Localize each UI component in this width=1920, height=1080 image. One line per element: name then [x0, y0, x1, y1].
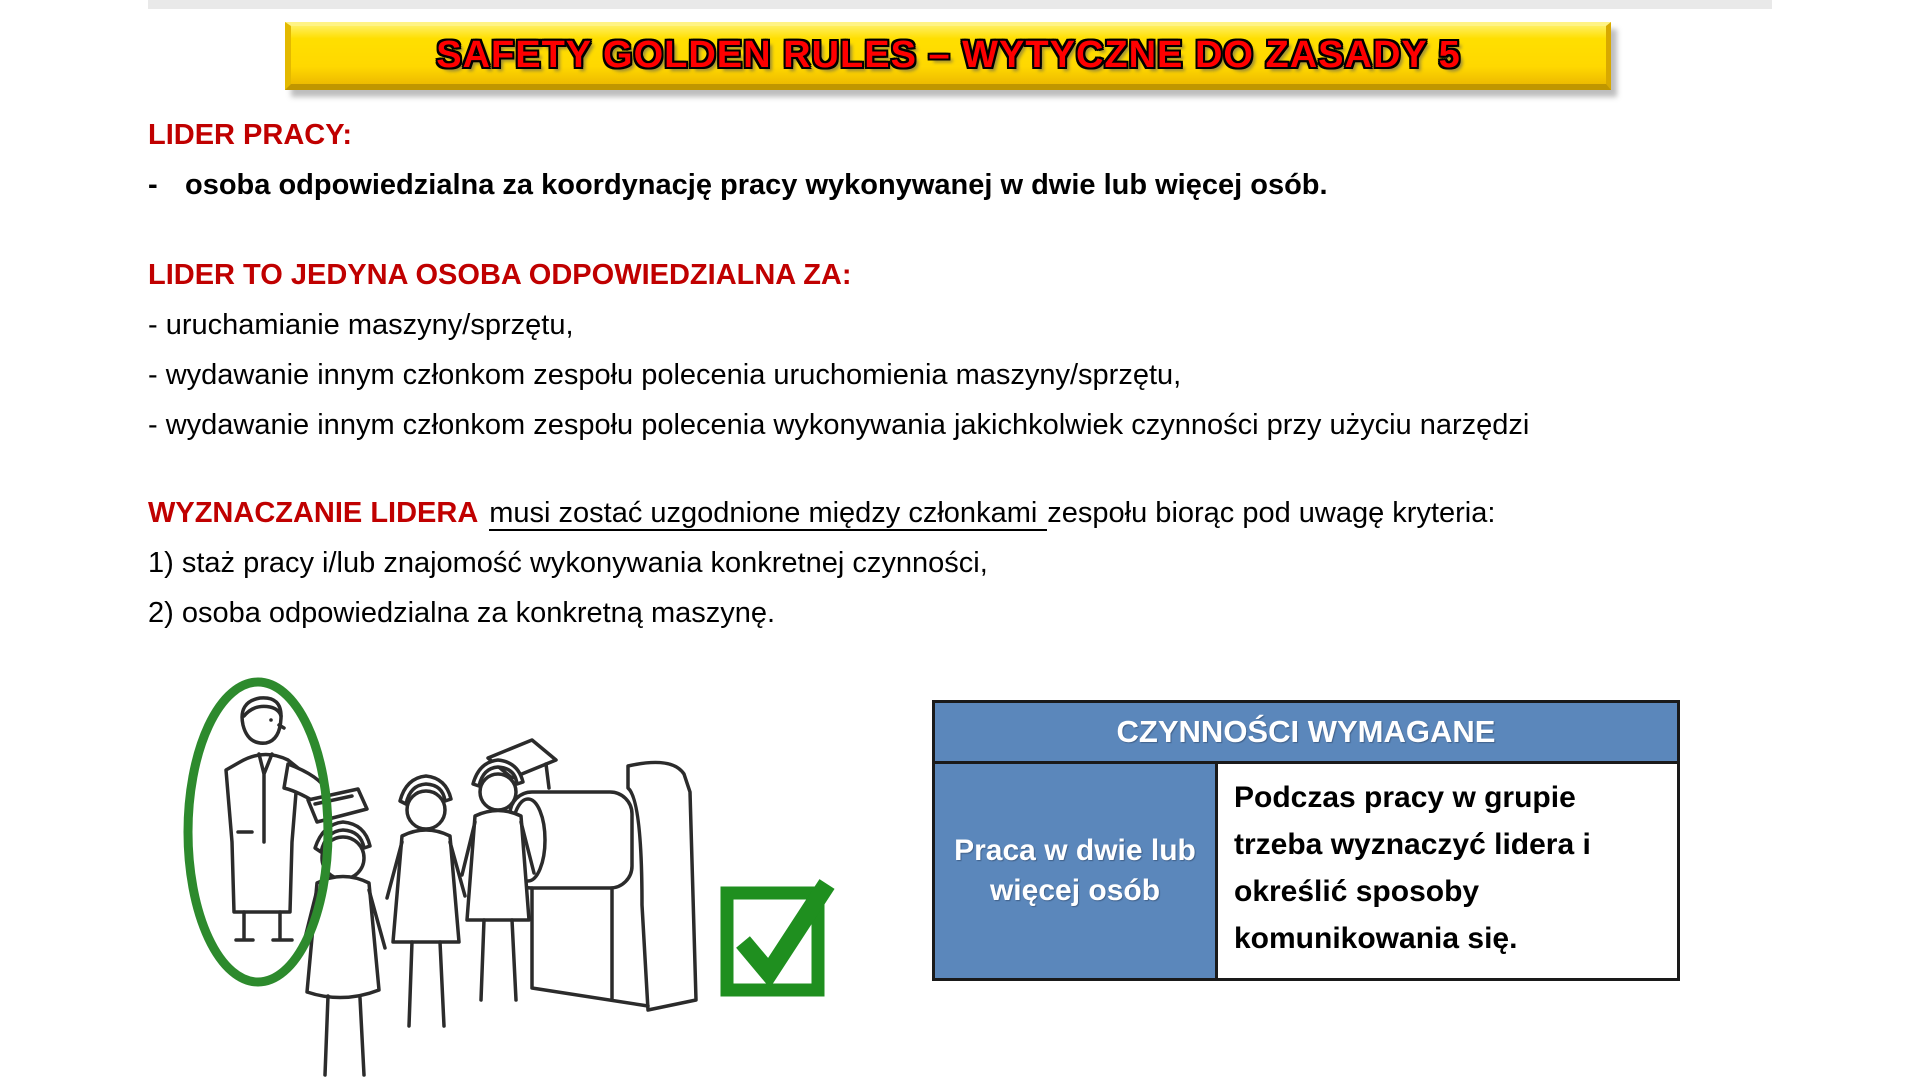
responsibility-item: - wydawanie innym członkom zespołu polecenia wykonywania jakichkolwiek czynności przy użyciu narzędzi	[148, 409, 1530, 441]
team-leader-illustration	[180, 670, 750, 1080]
appointing-line	[148, 488, 1788, 538]
table-row-label: Praca w dwie lub więcej osób	[935, 764, 1215, 978]
spacer	[148, 450, 1788, 488]
responsibility-item: - uruchamianie maszyny/sprzętu,	[148, 309, 574, 341]
bullet-dash: -	[148, 169, 158, 201]
worker-figure	[387, 776, 465, 1026]
leader-heading: LIDER PRACY:	[148, 119, 353, 151]
appointing-heading: WYZNACZANIE LIDERA	[148, 497, 479, 529]
responsibilities-heading: LIDER TO JEDYNA OSOBA ODPOWIEDZIALNA ZA:	[148, 259, 852, 291]
leader-bullet	[148, 160, 1788, 210]
responsibility-item: - wydawanie innym członkom zespołu polecenia uruchomienia maszyny/sprzętu,	[148, 359, 1182, 391]
criteria-item: 1) staż pracy i/lub znajomość wykonywania konkretnej czynności,	[148, 547, 988, 579]
top-strip	[148, 0, 1772, 9]
appointing-underlined-text: musi zostać uzgodnione między członkami	[489, 497, 1047, 531]
requirements-table	[932, 700, 1680, 981]
appointing-rest-text: zespołu biorąc pod uwagę kryteria:	[1047, 497, 1496, 529]
spacer	[148, 210, 1788, 250]
criteria-item: 2) osoba odpowiedzialna za konkretną maszynę.	[148, 597, 776, 629]
table-row-value	[1215, 764, 1677, 978]
title-banner	[285, 22, 1611, 90]
worker-figure	[302, 822, 385, 1075]
page-title: SAFETY GOLDEN RULES – WYTYCZNE DO ZASADY 5	[436, 34, 1461, 76]
table-header: CZYNNOŚCI WYMAGANE	[935, 703, 1677, 764]
checkmark-icon	[714, 866, 836, 1004]
table-row-value-text: Podczas pracy w grupie trzeba wyznaczyć lidera i określić sposoby komunikowania się.	[1234, 781, 1591, 955]
leader-bullet-text: osoba odpowiedzialna za koordynację pracy wykonywanej w dwie lub więcej osób.	[185, 169, 1328, 201]
text-content	[148, 110, 1788, 638]
table-row	[935, 764, 1677, 978]
